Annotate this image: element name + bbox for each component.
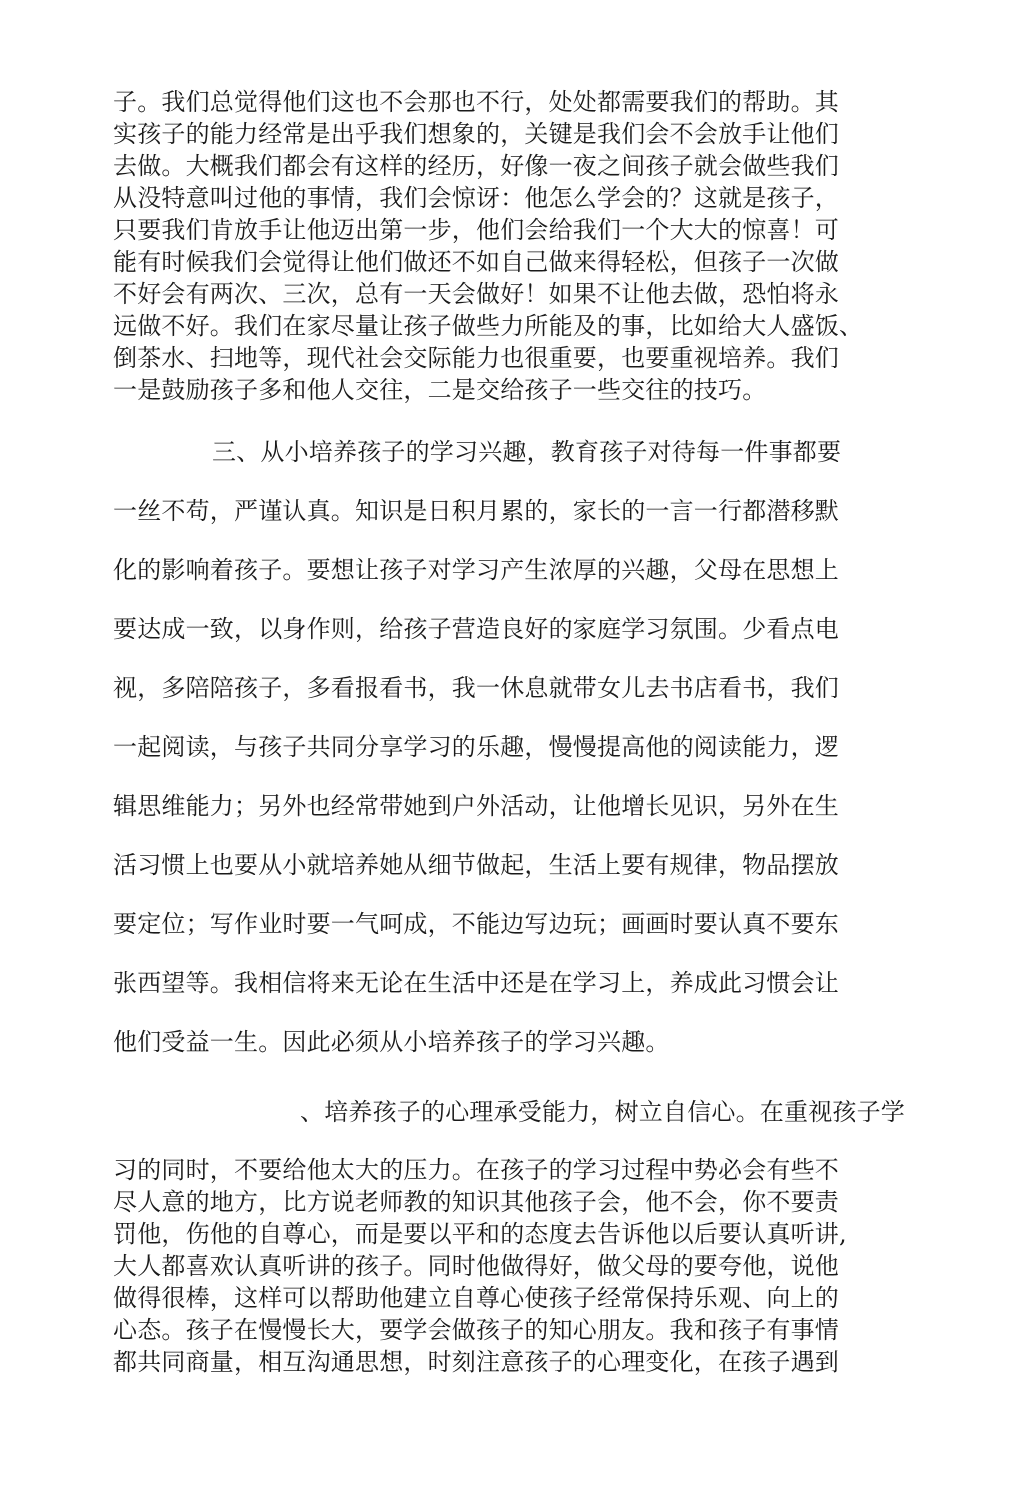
paragraph-2-line: 要达成一致，以身作则，给孩子营造良好的家庭学习氛围。少看点电 [113,615,839,643]
paragraph-1-line: 去做。大概我们都会有这样的经历，好像一夜之间孩子就会做些我们 [113,152,839,180]
paragraph-3-line: 心态。孩子在慢慢长大，要学会做孩子的知心朋友。我和孩子有事情 [113,1316,839,1344]
paragraph-3-line: 大人都喜欢认真听讲的孩子。同时他做得好，做父母的要夸他，说他 [113,1252,839,1280]
paragraph-1-line: 从没特意叫过他的事情，我们会惊讶：他怎么学会的？这就是孩子， [113,184,839,212]
paragraph-3-line: 罚他，伤他的自尊心，而是要以平和的态度去告诉他以后要认真听讲, [113,1220,847,1248]
paragraph-3-line: 尽人意的地方，比方说老师教的知识其他孩子会，他不会，你不要责 [113,1188,839,1216]
paragraph-2-line: 一起阅读，与孩子共同分享学习的乐趣，慢慢提高他的阅读能力，逻 [113,733,839,761]
paragraph-3-line: 、培养孩子的心理承受能力，树立自信心。在重视孩子学 [300,1098,905,1126]
paragraph-1-line: 倒茶水、扫地等，现代社会交际能力也很重要，也要重视培养。我们 [113,344,839,372]
paragraph-3-line: 做得很棒，这样可以帮助他建立自尊心使孩子经常保持乐观、向上的 [113,1284,839,1312]
paragraph-1-line: 只要我们肯放手让他迈出第一步，他们会给我们一个大大的惊喜！可 [113,216,839,244]
paragraph-3-line: 都共同商量，相互沟通思想，时刻注意孩子的心理变化，在孩子遇到 [113,1348,839,1376]
paragraph-1-line: 实孩子的能力经常是出乎我们想象的，关键是我们会不会放手让他们 [113,120,839,148]
paragraph-3-line: 习的同时，不要给他太大的压力。在孩子的学习过程中势必会有些不 [113,1156,839,1184]
paragraph-2-line: 张西望等。我相信将来无论在生活中还是在学习上，养成此习惯会让 [113,969,839,997]
paragraph-2-line: 视，多陪陪孩子，多看报看书，我一休息就带女儿去书店看书，我们 [113,674,839,702]
paragraph-2-line: 辑思维能力；另外也经常带她到户外活动，让他增长见识，另外在生 [113,792,839,820]
paragraph-2-line: 要定位；写作业时要一气呵成，不能边写边玩；画画时要认真不要东 [113,910,839,938]
paragraph-2-line: 活习惯上也要从小就培养她从细节做起，生活上要有规律，物品摆放 [113,851,839,879]
paragraph-1-line: 远做不好。我们在家尽量让孩子做些力所能及的事，比如给大人盛饭、 [113,312,864,340]
paragraph-1-line: 一是鼓励孩子多和他人交往，二是交给孩子一些交往的技巧。 [113,376,767,404]
paragraph-2-line: 一丝不苟，严谨认真。知识是日积月累的，家长的一言一行都潜移默 [113,497,839,525]
paragraph-2-line: 化的影响着孩子。要想让孩子对学习产生浓厚的兴趣，父母在思想上 [113,556,839,584]
paragraph-2-line: 三、从小培养孩子的学习兴趣，教育孩子对待每一件事都要 [212,438,842,466]
paragraph-1-line: 能有时候我们会觉得让他们做还不如自己做来得轻松，但孩子一次做 [113,248,839,276]
paragraph-1-line: 子。我们总觉得他们这也不会那也不行，处处都需要我们的帮助。其 [113,88,839,116]
paragraph-1-line: 不好会有两次、三次，总有一天会做好！如果不让他去做，恐怕将永 [113,280,839,308]
paragraph-2-line: 他们受益一生。因此必须从小培养孩子的学习兴趣。 [113,1028,670,1056]
